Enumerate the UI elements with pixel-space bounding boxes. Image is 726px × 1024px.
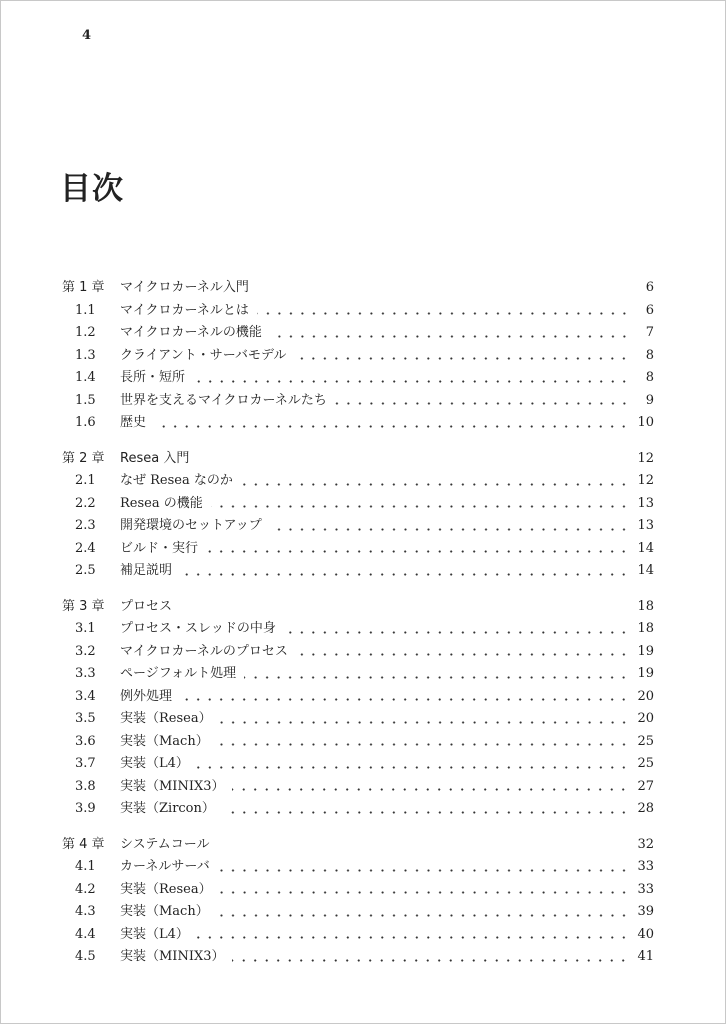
page-number: 4 [82, 28, 92, 43]
section-number: 1.5 [75, 392, 96, 408]
table-of-contents [62, 276, 654, 981]
section-page: 13 [637, 495, 654, 511]
dot-leader [197, 766, 630, 769]
toc-section-entry[interactable] [62, 923, 654, 946]
section-title: 歴史 [120, 415, 147, 430]
section-title: クライアント・サーバモデル [120, 347, 287, 363]
dot-leader [217, 743, 630, 746]
dot-leader [154, 425, 629, 428]
dot-leader [220, 721, 630, 724]
toc-section-entry[interactable] [62, 855, 654, 878]
toc-section-entry[interactable] [62, 389, 654, 412]
dot-leader [180, 698, 629, 701]
section-page: 18 [637, 621, 654, 636]
section-title: なぜ Resea なのか [120, 473, 233, 488]
section-title: 実装（Mach） [120, 733, 209, 749]
dot-leader [244, 676, 629, 679]
section-number: 3.4 [75, 688, 96, 704]
section-title: 実装（Resea） [120, 881, 212, 897]
toc-section-entry[interactable] [62, 752, 654, 775]
dot-leader [223, 811, 630, 814]
section-title: 実装（Zircon） [120, 801, 215, 816]
toc-section-entry[interactable] [62, 945, 654, 968]
chapter-label: 第 2 章 [62, 450, 105, 466]
toc-section-entry[interactable] [62, 492, 654, 515]
section-title: 実装（L4） [120, 926, 189, 942]
section-page: 10 [637, 415, 654, 430]
section-page: 13 [637, 518, 654, 533]
section-title: 実装（L4） [120, 756, 189, 771]
dot-leader [193, 380, 630, 383]
section-page: 19 [637, 643, 654, 659]
section-number: 4.5 [75, 949, 96, 964]
section-title: プロセス・スレッドの中身 [120, 621, 276, 636]
toc-section-entry[interactable] [62, 797, 654, 820]
section-number: 1.3 [75, 347, 96, 363]
section-number: 2.1 [75, 473, 96, 488]
dot-leader [180, 573, 629, 576]
chapter-page: 6 [645, 280, 654, 295]
toc-section-entry[interactable] [62, 730, 654, 753]
section-number: 3.2 [75, 643, 96, 659]
chapter-title: プロセス [120, 598, 173, 614]
section-page: 28 [637, 801, 654, 816]
section-number: 2.3 [75, 518, 96, 533]
toc-section-entry[interactable] [62, 775, 654, 798]
section-page: 33 [637, 881, 654, 897]
toc-section-entry[interactable] [62, 321, 654, 344]
section-page: 27 [637, 778, 654, 794]
toc-section-entry[interactable] [62, 640, 654, 663]
toc-section-entry[interactable] [62, 344, 654, 367]
toc-chapter-entry[interactable] [62, 276, 654, 299]
section-title: 実装（MINIX3） [120, 778, 225, 794]
toc-section-entry[interactable] [62, 707, 654, 730]
section-page: 12 [637, 473, 654, 488]
section-number: 3.3 [75, 666, 96, 681]
page-title: 目次 [60, 171, 124, 207]
toc-section-entry[interactable] [62, 617, 654, 640]
toc-section-entry[interactable] [62, 411, 654, 434]
section-page: 6 [645, 302, 654, 318]
section-number: 1.2 [75, 325, 96, 340]
dot-leader [220, 891, 630, 894]
section-page: 40 [637, 926, 654, 942]
dot-leader [217, 914, 630, 917]
section-page: 25 [637, 756, 654, 771]
section-title: ビルド・実行 [120, 540, 199, 556]
section-title: ページフォルト処理 [120, 666, 237, 681]
section-title: 世界を支えるマイクロカーネルたち [120, 392, 327, 408]
toc-chapter [62, 833, 654, 968]
section-number: 4.2 [75, 881, 96, 897]
chapter-label: 第 4 章 [62, 836, 105, 852]
section-title: マイクロカーネルの機能 [120, 325, 262, 340]
dot-leader [270, 335, 630, 338]
section-title: Resea の機能 [120, 495, 203, 511]
toc-section-entry[interactable] [62, 366, 654, 389]
dot-leader [197, 936, 630, 939]
section-page: 25 [637, 733, 654, 749]
section-page: 19 [637, 666, 654, 681]
dot-leader [296, 653, 630, 656]
section-page: 14 [637, 563, 654, 578]
section-page: 20 [637, 688, 654, 704]
toc-section-entry[interactable] [62, 878, 654, 901]
section-number: 4.3 [75, 904, 96, 919]
section-page: 39 [637, 904, 654, 919]
toc-section-entry[interactable] [62, 662, 654, 685]
dot-leader [294, 357, 630, 360]
dot-leader [211, 505, 630, 508]
toc-section-entry[interactable] [62, 685, 654, 708]
section-number: 3.1 [75, 621, 96, 636]
section-title: カーネルサーバ [120, 859, 210, 874]
toc-section-entry[interactable] [62, 900, 654, 923]
section-title: 実装（MINIX3） [120, 949, 225, 964]
section-title: 開発環境のセットアップ [120, 518, 262, 533]
section-number: 3.9 [75, 801, 96, 816]
dot-leader [206, 550, 629, 553]
dot-leader [257, 312, 630, 315]
section-number: 4.1 [75, 859, 96, 874]
section-number: 3.5 [75, 711, 96, 726]
toc-chapter [62, 447, 654, 582]
toc-section-entry[interactable] [62, 559, 654, 582]
section-number: 1.6 [75, 415, 96, 430]
chapter-title: システムコール [120, 836, 210, 852]
toc-chapter-entry[interactable] [62, 833, 654, 856]
dot-leader [270, 528, 630, 531]
dot-leader [232, 788, 629, 791]
section-number: 3.6 [75, 733, 96, 749]
toc-section-entry[interactable] [62, 299, 654, 322]
toc-chapter [62, 595, 654, 820]
section-page: 14 [637, 540, 654, 556]
section-page: 7 [645, 325, 654, 340]
chapter-label: 第 1 章 [62, 280, 105, 295]
chapter-title: マイクロカーネル入門 [120, 280, 249, 295]
chapter-page: 32 [637, 836, 654, 852]
section-title: 実装（Mach） [120, 904, 209, 919]
dot-leader [232, 959, 629, 962]
section-page: 8 [645, 370, 654, 385]
chapter-title: Resea 入門 [120, 450, 190, 466]
section-title: 実装（Resea） [120, 711, 212, 726]
section-number: 2.5 [75, 563, 96, 578]
toc-section-entry[interactable] [62, 469, 654, 492]
chapter-page: 18 [637, 598, 654, 614]
chapter-label: 第 3 章 [62, 598, 105, 614]
section-title: 例外処理 [120, 688, 173, 704]
toc-section-entry[interactable] [62, 514, 654, 537]
section-page: 9 [645, 392, 654, 408]
section-title: 補足説明 [120, 563, 173, 578]
section-number: 4.4 [75, 926, 96, 942]
section-number: 3.7 [75, 756, 96, 771]
section-number: 1.1 [75, 302, 96, 318]
section-title: マイクロカーネルのプロセス [120, 643, 288, 659]
section-page: 8 [645, 347, 654, 363]
section-number: 2.2 [75, 495, 96, 511]
section-title: 長所・短所 [120, 370, 186, 385]
chapter-page: 12 [637, 450, 654, 466]
dot-leader [335, 402, 630, 405]
section-number: 3.8 [75, 778, 96, 794]
dot-leader [284, 631, 630, 634]
section-page: 41 [637, 949, 654, 964]
toc-chapter [62, 276, 654, 434]
section-page: 20 [637, 711, 654, 726]
dot-leader [218, 869, 630, 872]
section-title: マイクロカーネルとは [120, 302, 249, 318]
section-page: 33 [637, 859, 654, 874]
toc-chapter-entry[interactable] [62, 595, 654, 618]
toc-section-entry[interactable] [62, 537, 654, 560]
dot-leader [241, 483, 630, 486]
section-number: 2.4 [75, 540, 96, 556]
section-number: 1.4 [75, 370, 96, 385]
toc-chapter-entry[interactable] [62, 447, 654, 470]
